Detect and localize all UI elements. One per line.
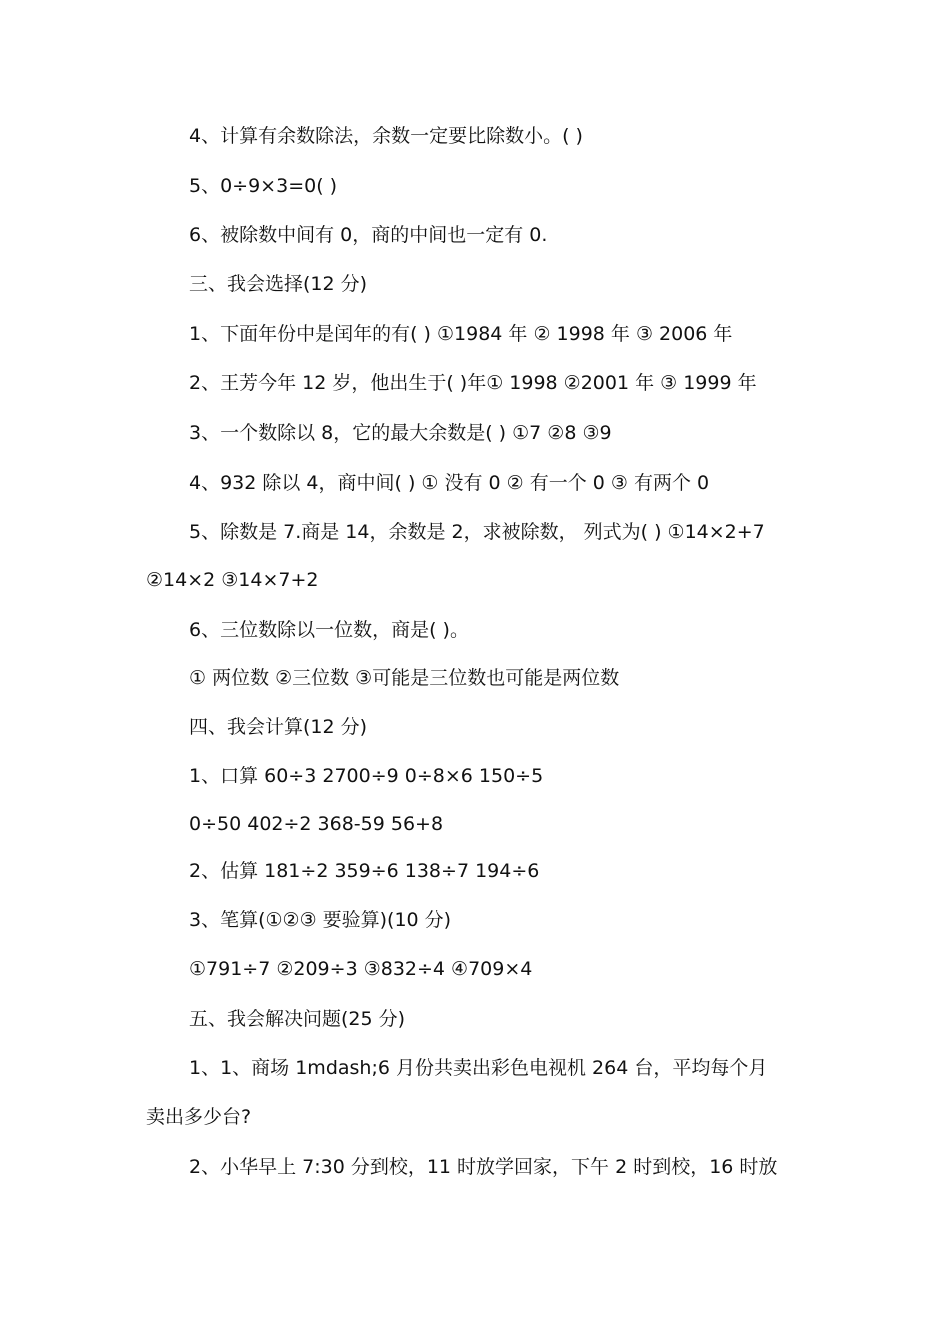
question-line: 3、笔算(①②③ 要验算)(10 分) xyxy=(189,909,452,931)
question-line: 5、0÷9×3=0( ) xyxy=(189,175,338,197)
question-line: 0÷50 402÷2 368-59 56+8 xyxy=(189,813,444,835)
question-line: 2、王芳今年 12 岁，他出生于( )年① 1998 ②2001 年 ③ 1999 年 xyxy=(189,372,757,394)
question-line: 1、1、商场 1mdash;6 月份共卖出彩色电视机 264 台，平均每个月 xyxy=(189,1057,768,1079)
section-heading: 四、我会计算(12 分) xyxy=(189,716,368,738)
section-heading: 五、我会解决问题(25 分) xyxy=(189,1008,406,1030)
question-line: 6、三位数除以一位数，商是( )。 xyxy=(189,619,469,641)
question-line: 2、小华早上 7:30 分到校，11 时放学回家，下午 2 时到校，16 时放 xyxy=(189,1156,778,1178)
question-line: 4、932 除以 4，商中间( ) ① 没有 0 ② 有一个 0 ③ 有两个 0 xyxy=(189,472,710,494)
question-line: 3、一个数除以 8，它的最大余数是( ) ①7 ②8 ③9 xyxy=(189,422,612,444)
question-line-continued: ②14×2 ③14×7+2 xyxy=(146,569,319,591)
question-line: 1、下面年份中是闰年的有( ) ①1984 年 ② 1998 年 ③ 2006 年 xyxy=(189,323,733,345)
answer-options: ① 两位数 ②三位数 ③可能是三位数也可能是两位数 xyxy=(189,667,620,689)
question-line: 4、计算有余数除法，余数一定要比除数小。( ) xyxy=(189,125,583,147)
question-line: 6、被除数中间有 0，商的中间也一定有 0. xyxy=(189,224,548,246)
section-heading: 三、我会选择(12 分) xyxy=(189,273,368,295)
question-line: 5、除数是 7.商是 14，余数是 2，求被除数， 列式为( ) ①14×2+7 xyxy=(189,521,765,543)
question-line: 2、估算 181÷2 359÷6 138÷7 194÷6 xyxy=(189,860,540,882)
question-line-continued: 卖出多少台? xyxy=(146,1106,252,1128)
question-line: 1、口算 60÷3 2700÷9 0÷8×6 150÷5 xyxy=(189,765,544,787)
question-line: ①791÷7 ②209÷3 ③832÷4 ④709×4 xyxy=(189,958,533,980)
